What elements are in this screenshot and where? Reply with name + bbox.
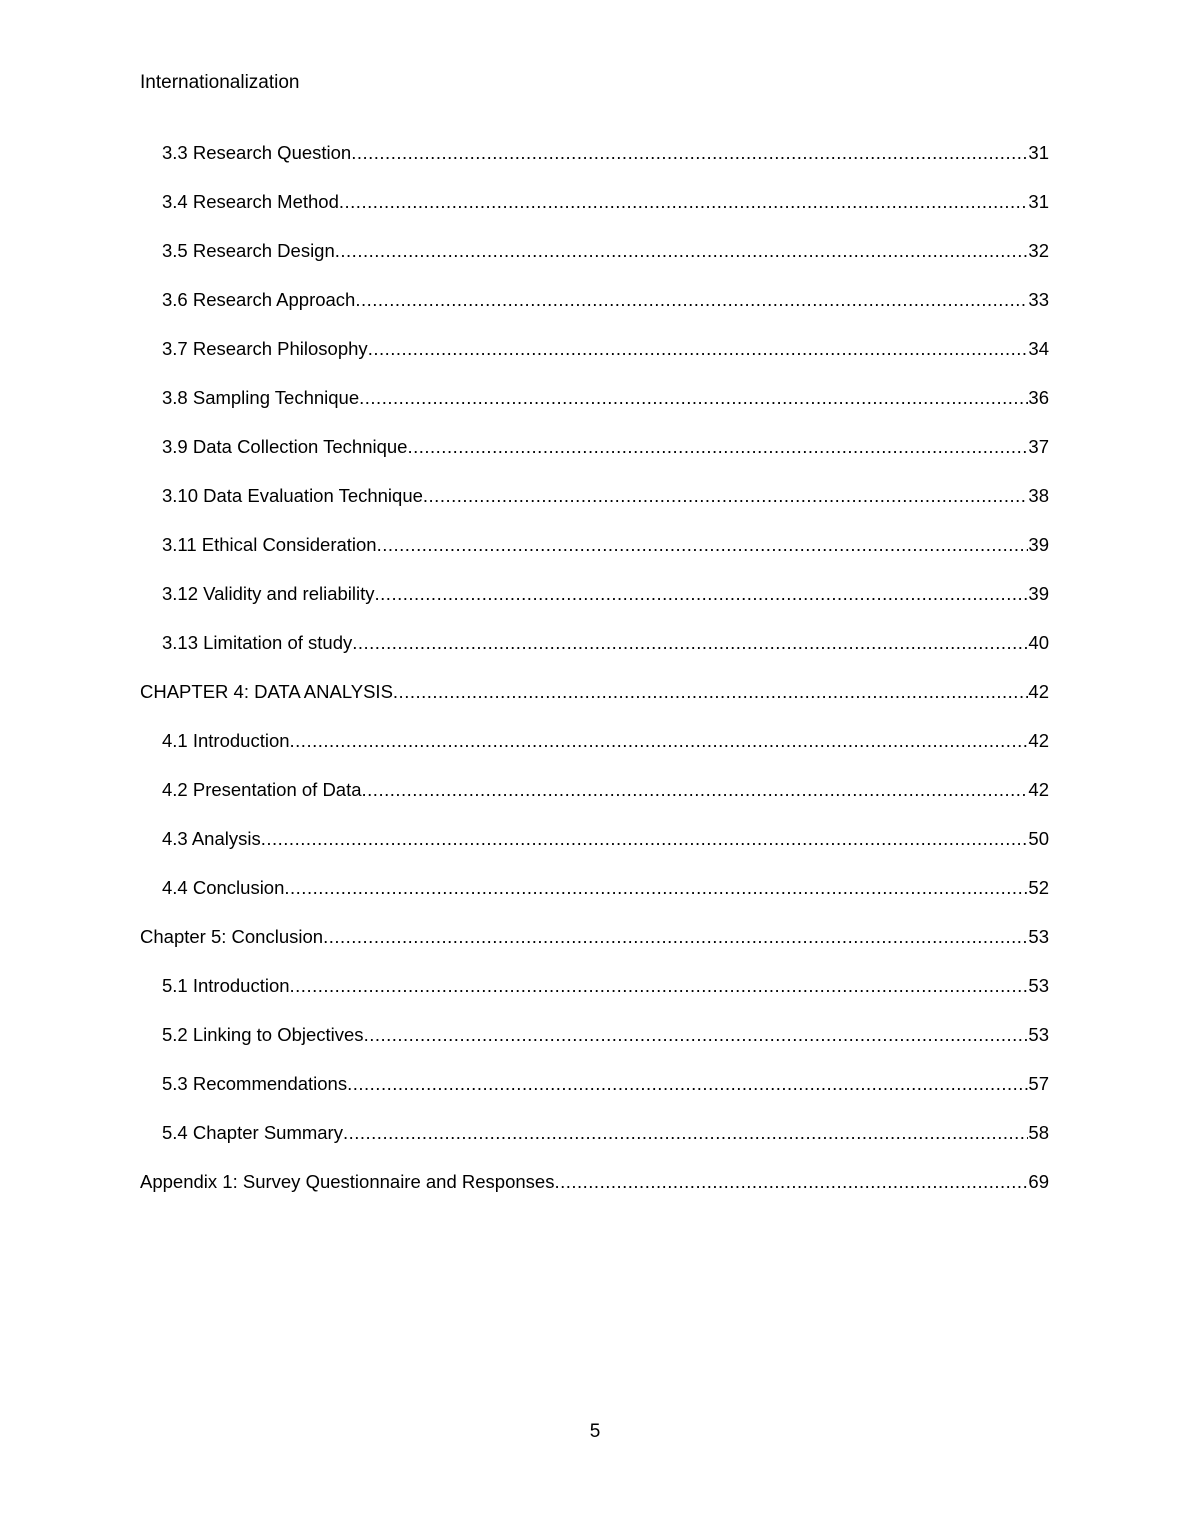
- toc-entry-page-number: 53: [1028, 926, 1049, 947]
- toc-entry-title: 3.13 Limitation of study: [162, 632, 353, 653]
- toc-section-entry[interactable]: [140, 483, 1049, 532]
- toc-chapter-entry[interactable]: [140, 1169, 1049, 1218]
- toc-dot-leader: [359, 385, 1028, 411]
- toc-dot-leader: [343, 1120, 1028, 1146]
- toc-section-entry[interactable]: [140, 826, 1049, 875]
- toc-section-entry[interactable]: [140, 1120, 1049, 1169]
- toc-dot-leader: [347, 1071, 1028, 1097]
- toc-entry-page-number: 69: [1028, 1171, 1049, 1192]
- toc-entry-title: 3.10 Data Evaluation Technique: [162, 485, 423, 506]
- toc-section-entry[interactable]: [140, 287, 1049, 336]
- toc-section-entry[interactable]: [140, 385, 1049, 434]
- toc-entry-title: 5.4 Chapter Summary: [162, 1122, 343, 1143]
- toc-section-entry[interactable]: [140, 973, 1049, 1022]
- toc-entry-title: 4.1 Introduction: [162, 730, 290, 751]
- toc-entry-title: Chapter 5: Conclusion: [140, 926, 324, 947]
- toc-section-entry[interactable]: [140, 875, 1049, 924]
- toc-dot-leader: [362, 777, 1029, 803]
- toc-entry-title: 5.2 Linking to Objectives: [162, 1024, 364, 1045]
- running-header: Internationalization: [140, 72, 300, 93]
- toc-entry-page-number: 31: [1028, 142, 1049, 163]
- table-of-contents: [140, 140, 1049, 1218]
- toc-dot-leader: [423, 483, 1029, 509]
- toc-section-entry[interactable]: [140, 728, 1049, 777]
- toc-dot-leader: [335, 238, 1029, 264]
- toc-dot-leader: [554, 1169, 1028, 1195]
- toc-entry-title: 4.2 Presentation of Data: [162, 779, 362, 800]
- toc-entry-page-number: 34: [1028, 338, 1049, 359]
- toc-dot-leader: [368, 336, 1029, 362]
- toc-dot-leader: [377, 532, 1029, 558]
- toc-entry-page-number: 52: [1028, 877, 1049, 898]
- toc-section-entry[interactable]: [140, 189, 1049, 238]
- toc-dot-leader: [290, 728, 1029, 754]
- toc-entry-page-number: 39: [1028, 534, 1049, 555]
- toc-dot-leader: [355, 287, 1028, 313]
- toc-entry-page-number: 42: [1028, 779, 1049, 800]
- toc-section-entry[interactable]: [140, 238, 1049, 287]
- toc-section-entry[interactable]: [140, 630, 1049, 679]
- toc-entry-page-number: 31: [1028, 191, 1049, 212]
- toc-dot-leader: [284, 875, 1028, 901]
- toc-entry-page-number: 50: [1028, 828, 1049, 849]
- toc-entry-page-number: 58: [1028, 1122, 1049, 1143]
- toc-dot-leader: [261, 826, 1029, 852]
- toc-entry-page-number: 37: [1028, 436, 1049, 457]
- toc-entry-title: 3.4 Research Method: [162, 191, 339, 212]
- toc-entry-page-number: 38: [1028, 485, 1049, 506]
- toc-entry-title: 3.12 Validity and reliability: [162, 583, 375, 604]
- toc-entry-page-number: 53: [1028, 975, 1049, 996]
- toc-section-entry[interactable]: [140, 336, 1049, 385]
- toc-dot-leader: [393, 679, 1029, 705]
- toc-entry-page-number: 39: [1028, 583, 1049, 604]
- toc-dot-leader: [339, 189, 1029, 215]
- toc-entry-title: 3.3 Research Question: [162, 142, 352, 163]
- toc-entry-title: 3.8 Sampling Technique: [162, 387, 360, 408]
- toc-section-entry[interactable]: [140, 434, 1049, 483]
- toc-entry-page-number: 40: [1028, 632, 1049, 653]
- toc-dot-leader: [351, 140, 1028, 166]
- toc-entry-title: 4.4 Conclusion: [162, 877, 285, 898]
- toc-dot-leader: [290, 973, 1029, 999]
- toc-entry-title: 5.1 Introduction: [162, 975, 290, 996]
- toc-section-entry[interactable]: [140, 1022, 1049, 1071]
- toc-entry-title: 3.9 Data Collection Technique: [162, 436, 408, 457]
- toc-entry-title: CHAPTER 4: DATA ANALYSIS: [140, 681, 393, 702]
- toc-chapter-entry[interactable]: [140, 924, 1049, 973]
- toc-dot-leader: [375, 581, 1029, 607]
- toc-entry-title: 4.3 Analysis: [162, 828, 261, 849]
- toc-dot-leader: [323, 924, 1028, 950]
- toc-section-entry[interactable]: [140, 532, 1049, 581]
- page-number: 5: [589, 1421, 601, 1442]
- toc-section-entry[interactable]: [140, 581, 1049, 630]
- toc-dot-leader: [364, 1022, 1029, 1048]
- toc-dot-leader: [352, 630, 1028, 656]
- toc-entry-page-number: 32: [1028, 240, 1049, 261]
- toc-entry-page-number: 36: [1028, 387, 1049, 408]
- toc-entry-page-number: 42: [1028, 681, 1049, 702]
- toc-entry-title: 3.6 Research Approach: [162, 289, 356, 310]
- toc-entry-page-number: 57: [1028, 1073, 1049, 1094]
- toc-entry-page-number: 42: [1028, 730, 1049, 751]
- toc-section-entry[interactable]: [140, 1071, 1049, 1120]
- toc-dot-leader: [407, 434, 1028, 460]
- toc-entry-title: 3.7 Research Philosophy: [162, 338, 368, 359]
- toc-entry-title: 5.3 Recommendations: [162, 1073, 348, 1094]
- toc-entry-page-number: 33: [1028, 289, 1049, 310]
- toc-chapter-entry[interactable]: [140, 679, 1049, 728]
- toc-section-entry[interactable]: [140, 777, 1049, 826]
- toc-entry-page-number: 53: [1028, 1024, 1049, 1045]
- toc-entry-title: 3.11 Ethical Consideration: [162, 534, 377, 555]
- toc-entry-title: 3.5 Research Design: [162, 240, 335, 261]
- toc-section-entry[interactable]: [140, 140, 1049, 189]
- toc-entry-title: Appendix 1: Survey Questionnaire and Responses: [140, 1171, 555, 1192]
